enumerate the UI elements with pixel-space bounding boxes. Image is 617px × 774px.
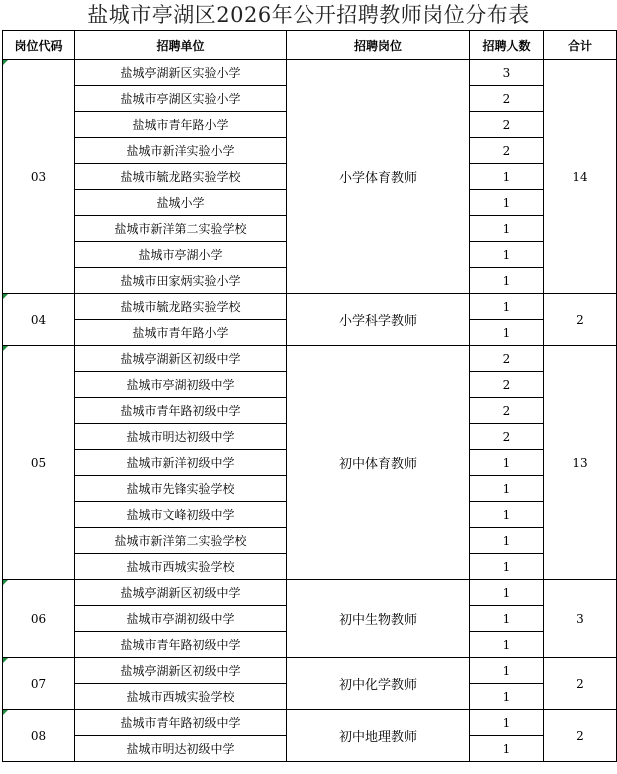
unit-cell: 盐城市新洋实验小学	[75, 138, 287, 164]
count-cell: 1	[470, 606, 544, 632]
table-row	[3, 294, 617, 320]
total-cell: 3	[544, 580, 617, 658]
count-cell: 1	[470, 216, 544, 242]
count-cell: 1	[470, 684, 544, 710]
unit-cell: 盐城市青年路初级中学	[75, 710, 287, 736]
header-unit: 招聘单位	[75, 31, 287, 60]
count-cell: 1	[470, 580, 544, 606]
unit-cell: 盐城市西城实验学校	[75, 684, 287, 710]
unit-cell: 盐城市青年路小学	[75, 112, 287, 138]
unit-cell: 盐城市文峰初级中学	[75, 502, 287, 528]
count-cell: 1	[470, 294, 544, 320]
post-name-cell: 初中生物教师	[287, 580, 470, 658]
count-cell: 2	[470, 86, 544, 112]
post-code-cell: 07	[3, 658, 75, 710]
header-row	[3, 31, 617, 60]
header-code: 岗位代码	[3, 31, 75, 60]
table-row	[3, 710, 617, 736]
post-code-cell: 05	[3, 346, 75, 580]
unit-cell: 盐城市毓龙路实验学校	[75, 164, 287, 190]
unit-cell: 盐城市亭湖小学	[75, 242, 287, 268]
post-code-cell: 03	[3, 60, 75, 294]
count-cell: 1	[470, 190, 544, 216]
unit-cell: 盐城市田家炳实验小学	[75, 268, 287, 294]
post-name-cell: 初中体育教师	[287, 346, 470, 580]
recruitment-table	[2, 30, 617, 762]
post-name-cell: 初中地理教师	[287, 710, 470, 762]
count-cell: 2	[470, 138, 544, 164]
post-code-cell: 08	[3, 710, 75, 762]
count-cell: 1	[470, 736, 544, 762]
table-row	[3, 60, 617, 86]
count-cell: 1	[470, 502, 544, 528]
unit-cell: 盐城市青年路小学	[75, 320, 287, 346]
unit-cell: 盐城市新洋第二实验学校	[75, 216, 287, 242]
unit-cell: 盐城亭湖新区初级中学	[75, 346, 287, 372]
count-cell: 1	[470, 658, 544, 684]
count-cell: 1	[470, 320, 544, 346]
count-cell: 2	[470, 372, 544, 398]
count-cell: 2	[470, 398, 544, 424]
count-cell: 3	[470, 60, 544, 86]
count-cell: 1	[470, 242, 544, 268]
count-cell: 1	[470, 476, 544, 502]
unit-cell: 盐城市亭湖初级中学	[75, 606, 287, 632]
count-cell: 2	[470, 112, 544, 138]
unit-cell: 盐城市新洋初级中学	[75, 450, 287, 476]
table-row	[3, 580, 617, 606]
unit-cell: 盐城市明达初级中学	[75, 424, 287, 450]
unit-cell: 盐城市亭湖初级中学	[75, 372, 287, 398]
table-row	[3, 658, 617, 684]
post-code-cell: 06	[3, 580, 75, 658]
unit-cell: 盐城亭湖新区初级中学	[75, 580, 287, 606]
unit-cell: 盐城市先锋实验学校	[75, 476, 287, 502]
total-cell: 14	[544, 60, 617, 294]
count-cell: 1	[470, 710, 544, 736]
post-name-cell: 小学科学教师	[287, 294, 470, 346]
header-post: 招聘岗位	[287, 31, 470, 60]
total-cell: 2	[544, 710, 617, 762]
table-row	[3, 346, 617, 372]
count-cell: 1	[470, 554, 544, 580]
count-cell: 1	[470, 164, 544, 190]
count-cell: 2	[470, 346, 544, 372]
post-code-cell: 04	[3, 294, 75, 346]
count-cell: 1	[470, 632, 544, 658]
page-title: 盐城市亭湖区2026年公开招聘教师岗位分布表	[87, 3, 530, 27]
unit-cell: 盐城市新洋第二实验学校	[75, 528, 287, 554]
unit-cell: 盐城市西城实验学校	[75, 554, 287, 580]
table-body	[3, 60, 617, 762]
total-cell: 2	[544, 658, 617, 710]
count-cell: 2	[470, 424, 544, 450]
header-total: 合计	[544, 31, 617, 60]
unit-cell: 盐城小学	[75, 190, 287, 216]
total-cell: 13	[544, 346, 617, 580]
header-count: 招聘人数	[470, 31, 544, 60]
count-cell: 1	[470, 450, 544, 476]
post-name-cell: 小学体育教师	[287, 60, 470, 294]
unit-cell: 盐城亭湖新区实验小学	[75, 60, 287, 86]
post-name-cell: 初中化学教师	[287, 658, 470, 710]
unit-cell: 盐城市毓龙路实验学校	[75, 294, 287, 320]
count-cell: 1	[470, 528, 544, 554]
unit-cell: 盐城市亭湖区实验小学	[75, 86, 287, 112]
unit-cell: 盐城市明达初级中学	[75, 736, 287, 762]
unit-cell: 盐城亭湖新区初级中学	[75, 658, 287, 684]
count-cell: 1	[470, 268, 544, 294]
unit-cell: 盐城市青年路初级中学	[75, 632, 287, 658]
total-cell: 2	[544, 294, 617, 346]
unit-cell: 盐城市青年路初级中学	[75, 398, 287, 424]
